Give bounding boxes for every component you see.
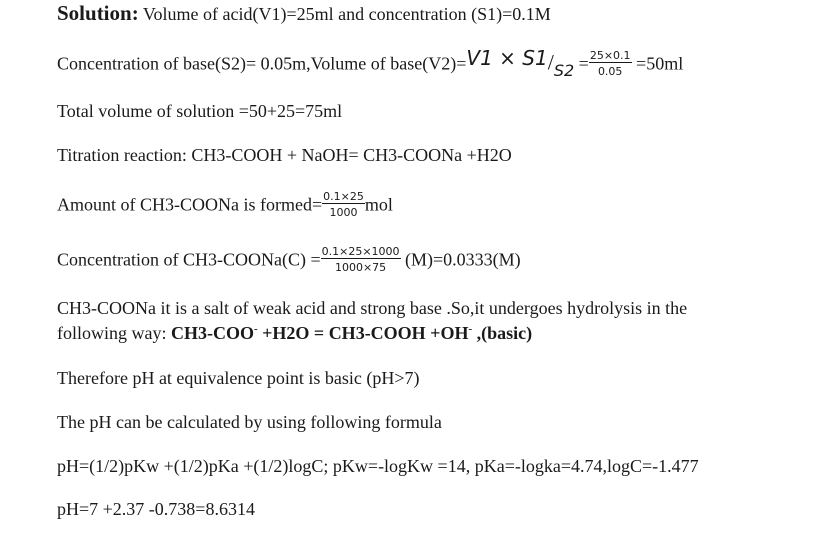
amount-unit: mol <box>364 194 393 215</box>
acetate-charge: - <box>254 323 258 335</box>
concentration-fraction <box>321 245 401 274</box>
v2-fraction <box>589 49 632 78</box>
hydroxide-charge: - <box>468 323 473 335</box>
concentration-result: (M)=0.0333(M) <box>400 249 521 270</box>
concentration-fraction-numerator: 0.1×25×1000 <box>321 245 400 258</box>
v2-fraction-numerator: 25×0.1 <box>589 49 631 62</box>
concentration-fraction-denominator: 1000×75 <box>334 261 387 274</box>
formula-intro-line: The pH can be calculated by using following formula <box>57 412 442 432</box>
amount-formed-line <box>57 192 393 221</box>
amount-fraction-numerator: 0.1×25 <box>323 190 364 203</box>
s2-denominator: S2 <box>553 60 575 80</box>
solution-heading: Solution: <box>57 1 139 25</box>
total-volume-line: Total volume of solution =50+25=75ml <box>57 101 343 121</box>
ph-basic-line: Therefore pH at equivalence point is basic (pH>7) <box>57 368 420 388</box>
equals-sign: = <box>574 53 589 74</box>
ph-result-line: pH=7 +2.37 -0.738=8.6314 <box>57 499 255 519</box>
hydrolysis-line-1: CH3-COONa it is a salt of weak acid and strong base .So,it undergoes hydrolysis in the <box>57 298 688 318</box>
hydrolysis-intro: following way: <box>57 323 171 343</box>
concentration-text: Concentration of CH3-COONa(C) = <box>57 249 321 270</box>
amount-fraction-denominator: 1000 <box>329 206 358 219</box>
base-volume-text: Concentration of base(S2)= 0.05m,Volume of base(V2)= <box>57 53 467 74</box>
hydrolysis-line-2 <box>57 322 532 344</box>
v2-fraction-denominator: 0.05 <box>597 65 623 78</box>
solution-line <box>57 2 551 25</box>
equation-middle: +H2O = CH3-COOH +OH <box>257 323 469 343</box>
base-volume-line <box>57 45 684 80</box>
v2-result: =50ml <box>631 53 684 74</box>
amount-formed-text: Amount of CH3-COONa is formed= <box>57 194 323 215</box>
amount-fraction <box>322 190 365 219</box>
concentration-line <box>57 247 521 276</box>
hydrolysis-equation <box>171 323 532 343</box>
equation-end: ,(basic) <box>472 323 533 343</box>
ph-formula-line: pH=(1/2)pKw +(1/2)pKa +(1/2)logC; pKw=-logKw =14, pKa=-logka=4.74,logC=-1.477 <box>57 456 699 476</box>
division-slash: / <box>547 49 554 75</box>
titration-reaction-line: Titration reaction: CH3-COOH + NaOH= CH3-COONa +H2O <box>57 145 512 165</box>
acetate-ion: CH3-COO <box>171 323 254 343</box>
v1-s1-expression: V1 × S1 <box>466 45 548 70</box>
acid-volume-text: Volume of acid(V1)=25ml and concentration (S1)=0.1M <box>138 4 551 24</box>
